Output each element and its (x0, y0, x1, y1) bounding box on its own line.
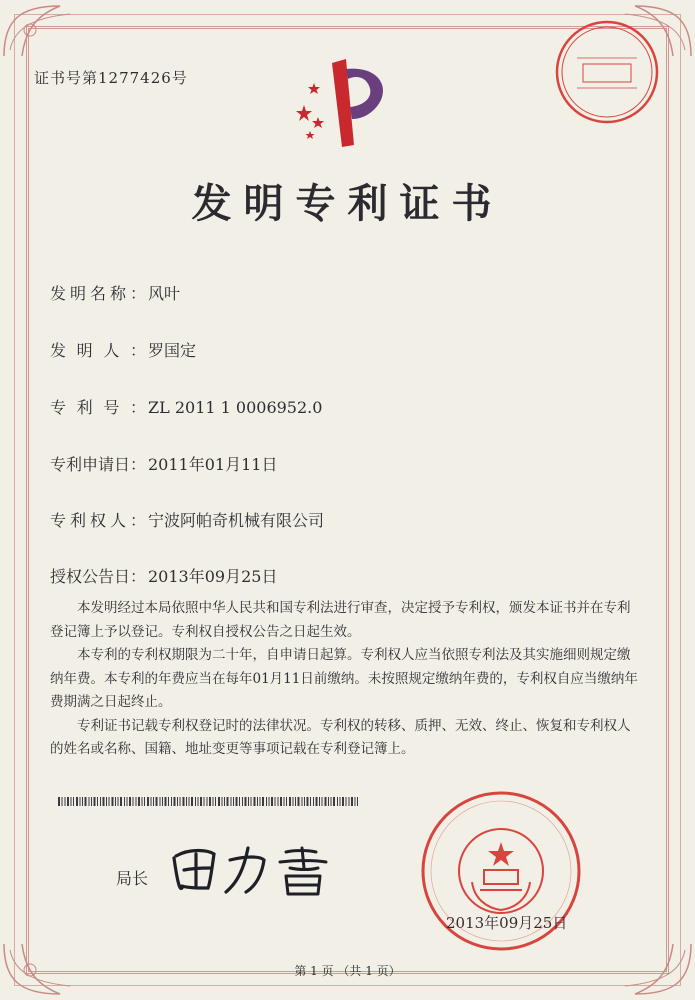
application-date-field (50, 452, 277, 475)
patent-office-logo-icon (284, 55, 404, 150)
field-label: 专利权人： (50, 511, 146, 530)
certificate-body (50, 597, 640, 762)
corner-ornament-top-left (0, 0, 120, 60)
field-value: 宁波阿帕奇机械有限公司 (148, 511, 325, 530)
director-label: 局长 (116, 869, 149, 888)
barcode-icon (58, 797, 358, 806)
certificate-title: 发明专利证书 (191, 180, 504, 227)
field-label: 专利号： (50, 398, 146, 417)
grant-date-field (50, 564, 277, 587)
director-signature-icon (168, 838, 348, 898)
field-label: 发明人： (50, 341, 146, 360)
inventor-field (50, 338, 196, 361)
tax-stamp-seal-icon (553, 18, 661, 126)
field-label: 授权公告日： (50, 567, 147, 586)
field-value: 风叶 (148, 284, 181, 303)
field-value: 2011年01月11日 (148, 455, 278, 474)
seal-date: 2013年09月25日 (446, 914, 568, 932)
body-paragraph: 专利证书记载专利权登记时的法律状况。专利权的转移、质押、无效、终止、恢复和专利权人的姓名或名称、国籍、地址变更等事项记载在专利登记簿上。 (50, 717, 631, 757)
invention-name-field (50, 281, 180, 304)
field-value: 2013年09月25日 (148, 567, 278, 586)
certificate-number: 证书号第1277426号 (34, 69, 188, 87)
body-paragraph: 本专利的专利权期限为二十年，自申请日起算。专利权人应当依照专利法及其实施细则规定缴纳年费。本专利的年费应当在每年01月11日前缴纳。未按照规定缴纳年费的，专利权自应当缴纳年费期满之日起终止。 (50, 647, 638, 710)
field-value: 罗国定 (148, 341, 197, 360)
field-value: ZL 2011 1 0006952.0 (148, 398, 323, 417)
patentee-field (50, 508, 324, 531)
page-footer: 第 1 页 （共 1 页） (294, 964, 401, 978)
body-paragraph: 本发明经过本局依照中华人民共和国专利法进行审查，决定授予专利权，颁发本证书并在专利登记簿上予以登记。专利权自授权公告之日起生效。 (50, 600, 631, 640)
field-label: 专利申请日： (50, 455, 147, 474)
field-label: 发明名称： (50, 284, 146, 303)
patent-number-field (50, 395, 322, 418)
